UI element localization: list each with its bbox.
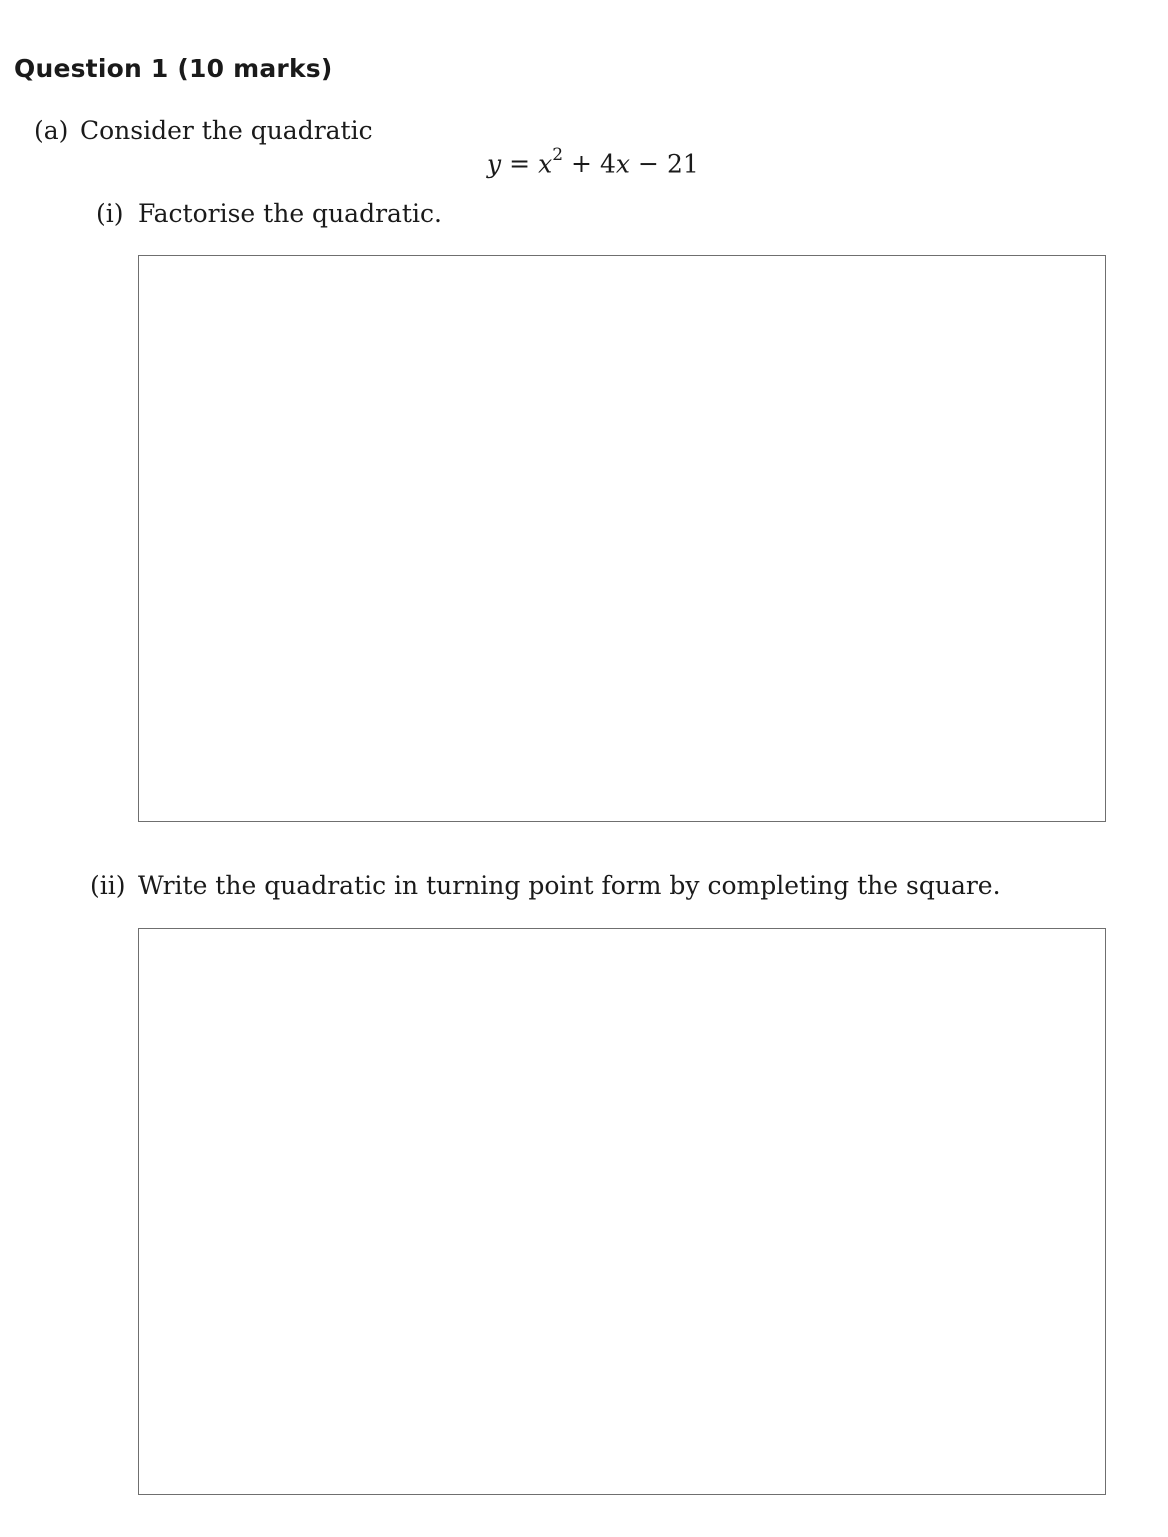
- sub-i-prompt: [96, 199, 442, 228]
- equation-term2-coef: 4: [599, 149, 616, 179]
- answer-box-i[interactable]: [138, 255, 1106, 822]
- part-a-text: Consider the quadratic: [80, 116, 373, 145]
- equation-constant: 21: [666, 149, 699, 179]
- answer-box-ii[interactable]: [138, 928, 1106, 1495]
- sub-i-label: (i): [96, 199, 124, 228]
- equation-term1-exponent: 2: [552, 145, 564, 165]
- equation-minus: −: [637, 149, 659, 179]
- quadratic-equation: [487, 145, 699, 179]
- sub-ii-prompt: [90, 871, 1001, 900]
- equation-term2-var: x: [615, 149, 630, 179]
- equation-term1-base: x: [538, 149, 553, 179]
- part-a-prompt: [34, 116, 373, 145]
- sub-ii-text: Write the quadratic in turning point form by completing the square.: [138, 871, 1001, 900]
- part-a-label: (a): [34, 116, 69, 145]
- equation-lhs: y: [487, 149, 502, 179]
- question-title: Question 1 (10 marks): [14, 54, 333, 83]
- sub-i-text: Factorise the quadratic.: [138, 199, 442, 228]
- sub-ii-label: (ii): [90, 871, 126, 900]
- equation-equals: =: [509, 149, 531, 179]
- equation-plus: +: [571, 149, 592, 179]
